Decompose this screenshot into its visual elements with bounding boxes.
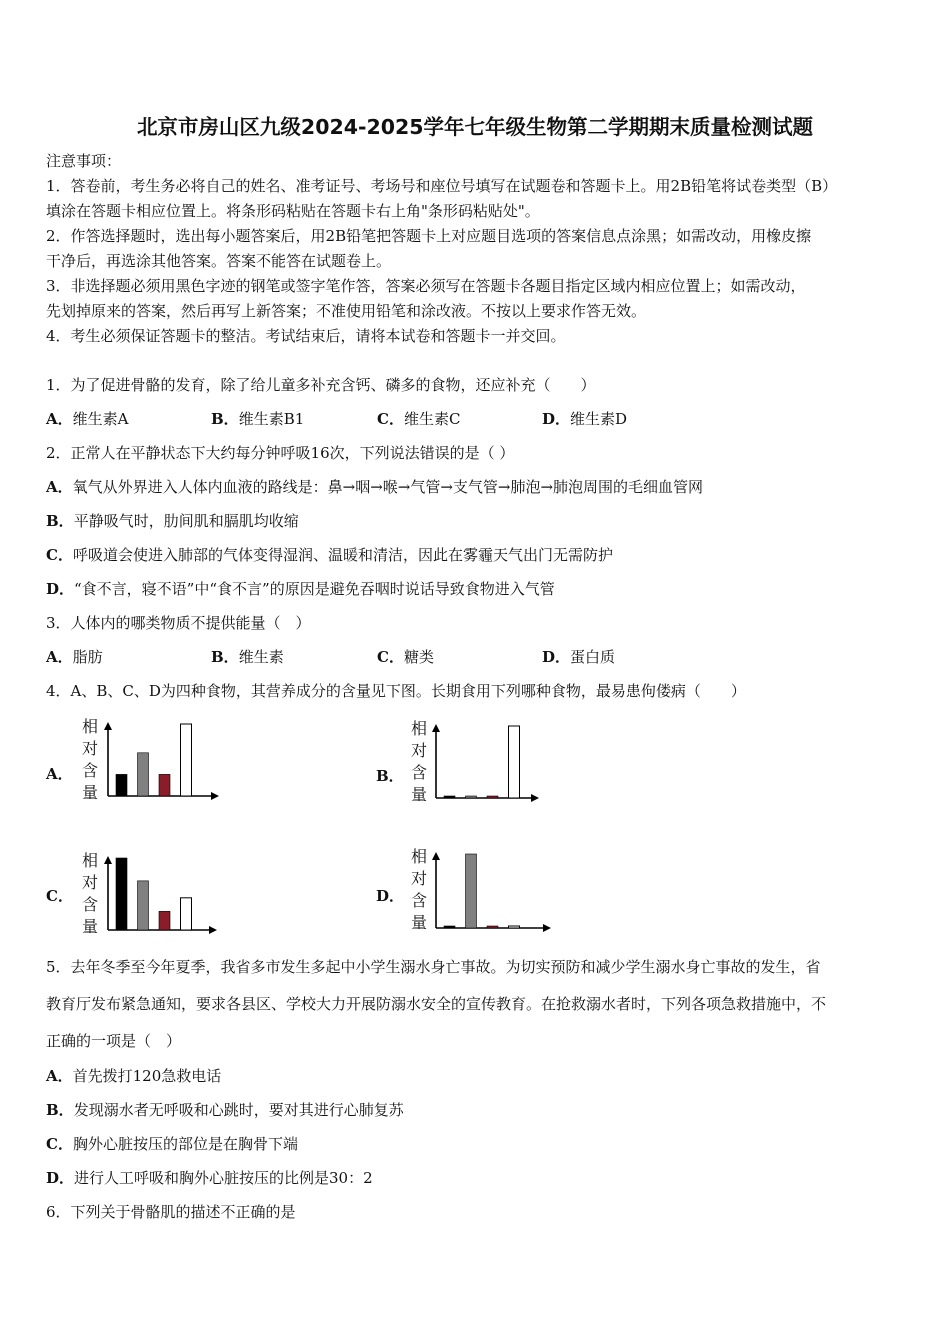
chart-c-bar-4 <box>181 898 192 930</box>
chart-d-option-label: D． <box>376 887 405 905</box>
q5-option-a: A．首先拨打120急救电话 <box>46 1067 222 1085</box>
q5-stem-line: 5．去年冬季至今年夏季，我省多市发生多起中小学生溺水身亡事故。为切实预防和减少学生溺水身亡事故的发生，省 <box>46 958 821 976</box>
chart-c-x-arrow-icon <box>209 926 217 934</box>
chart-d-bar-2 <box>466 854 477 928</box>
chart-b <box>428 718 540 810</box>
chart-d-bar-3 <box>487 926 498 928</box>
notice-heading: 注意事项： <box>46 152 122 170</box>
chart-a-bar-3 <box>159 774 170 796</box>
chart-a <box>100 716 220 808</box>
q5-option-b: B．发现溺水者无呼吸和心跳时，要对其进行心肺复苏 <box>46 1101 404 1119</box>
q1-option-a: A．维生素A <box>46 410 129 428</box>
chart-d-ylabel: 相 对 含 量 <box>410 847 427 932</box>
chart-d <box>428 846 552 940</box>
chart-c-option-label: C． <box>46 887 73 905</box>
notice-line: 先划掉原来的答案，然后再写上新答案；不准使用铅笔和涂改液。不按以上要求作答无效。 <box>46 302 647 320</box>
chart-b-bar-3 <box>487 796 498 798</box>
q2-stem: 2．正常人在平静状态下大约每分钟呼吸16次，下列说法错误的是（ ） <box>46 444 515 462</box>
chart-c-bar-2 <box>138 881 149 930</box>
chart-a-bar-2 <box>138 753 149 796</box>
q3-option-a: A．脂肪 <box>46 648 103 666</box>
chart-c <box>100 850 218 942</box>
q5-stem-line: 正确的一项是（ ） <box>46 1032 182 1050</box>
q5-option-d: D．进行人工呼吸和胸外心脏按压的比例是30：2 <box>46 1169 373 1187</box>
page-title: 北京市房山区九级2024-2025学年七年级生物第二学期期末质量检测试题 <box>136 115 814 139</box>
chart-c-y-arrow-icon <box>104 856 112 864</box>
q1-stem: 1．为了促进骨骼的发育，除了给儿童多补充含钙、磷多的食物，还应补充（ ） <box>46 376 596 394</box>
chart-a-y-arrow-icon <box>104 722 112 730</box>
notice-line: 干净后，再选涂其他答案。答案不能答在试题卷上。 <box>46 252 392 270</box>
chart-b-bar-1 <box>444 796 455 798</box>
q4-stem: 4．A、B、C、D为四种食物，其营养成分的含量见下图。长期食用下列哪种食物，最易患佝偻病（ ） <box>46 682 746 700</box>
q1-option-c: C．维生素C <box>377 410 461 428</box>
chart-b-bar-4 <box>509 726 520 798</box>
q1-option-d: D．维生素D <box>542 410 628 428</box>
q3-option-b: B．维生素 <box>211 648 284 666</box>
q3-option-c: C．糖类 <box>377 648 434 666</box>
chart-b-bar-2 <box>466 796 477 798</box>
chart-d-x-arrow-icon <box>543 924 551 932</box>
chart-d-y-arrow-icon <box>432 852 440 860</box>
chart-c-bar-1 <box>116 858 127 930</box>
chart-a-ylabel: 相 对 含 量 <box>81 717 98 802</box>
chart-c-bar-3 <box>159 911 170 930</box>
chart-a-bar-4 <box>181 724 192 796</box>
q1-option-b: B．维生素B1 <box>211 410 305 428</box>
chart-a-option-label: A． <box>46 765 73 783</box>
notice-line: 填涂在答题卡相应位置上。将条形码粘贴在答题卡右上角"条形码粘贴处"。 <box>46 202 540 220</box>
q2-option-d: D．“食不言，寝不语”中“食不言”的原因是避免吞咽时说话导致食物进入气管 <box>46 580 555 598</box>
notice-line: 2．作答选择题时，选出每小题答案后，用2B铅笔把答题卡上对应题目选项的答案信息点涂黑；如需改动，用橡皮擦 <box>46 227 812 245</box>
q5-option-c: C．胸外心脏按压的部位是在胸骨下端 <box>46 1135 298 1153</box>
q3-stem: 3．人体内的哪类物质不提供能量（ ） <box>46 614 311 632</box>
chart-d-bar-4 <box>509 926 520 928</box>
q5-stem-line: 教育厅发布紧急通知，要求各县区、学校大力开展防溺水安全的宣传教育。在抢救溺水者时，下列各项急救措施中，不 <box>46 995 827 1013</box>
q6-stem: 6．下列关于骨骼肌的描述不正确的是 <box>46 1203 296 1221</box>
chart-a-bar-1 <box>116 774 127 796</box>
q3-option-d: D．蛋白质 <box>542 648 616 666</box>
notice-line: 1．答卷前，考生务必将自己的姓名、准考证号、考场号和座位号填写在试题卷和答题卡上。用2B铅笔将试卷类型（B） <box>46 177 838 195</box>
chart-d-bar-1 <box>444 926 455 928</box>
notice-line: 4．考生必须保证答题卡的整洁。考试结束后，请将本试卷和答题卡一并交回。 <box>46 327 566 345</box>
chart-b-option-label: B． <box>376 767 404 785</box>
chart-b-ylabel: 相 对 含 量 <box>410 719 427 804</box>
q2-option-c: C．呼吸道会使进入肺部的气体变得湿润、温暖和清洁，因此在雾霾天气出门无需防护 <box>46 546 613 564</box>
notice-line: 3．非选择题必须用黑色字迹的钢笔或签字笔作答，答案必须写在答题卡各题目指定区域内相应位置上；如需改动， <box>46 277 806 295</box>
chart-b-y-arrow-icon <box>432 724 440 732</box>
chart-b-x-arrow-icon <box>531 794 539 802</box>
chart-a-x-arrow-icon <box>211 792 219 800</box>
chart-c-ylabel: 相 对 含 量 <box>81 851 98 936</box>
q2-option-b: B．平静吸气时，肋间肌和膈肌均收缩 <box>46 512 299 530</box>
q2-option-a: A．氧气从外界进入人体内血液的路线是：鼻→咽→喉→气管→支气管→肺泡→肺泡周围的毛细血管网 <box>46 478 704 496</box>
